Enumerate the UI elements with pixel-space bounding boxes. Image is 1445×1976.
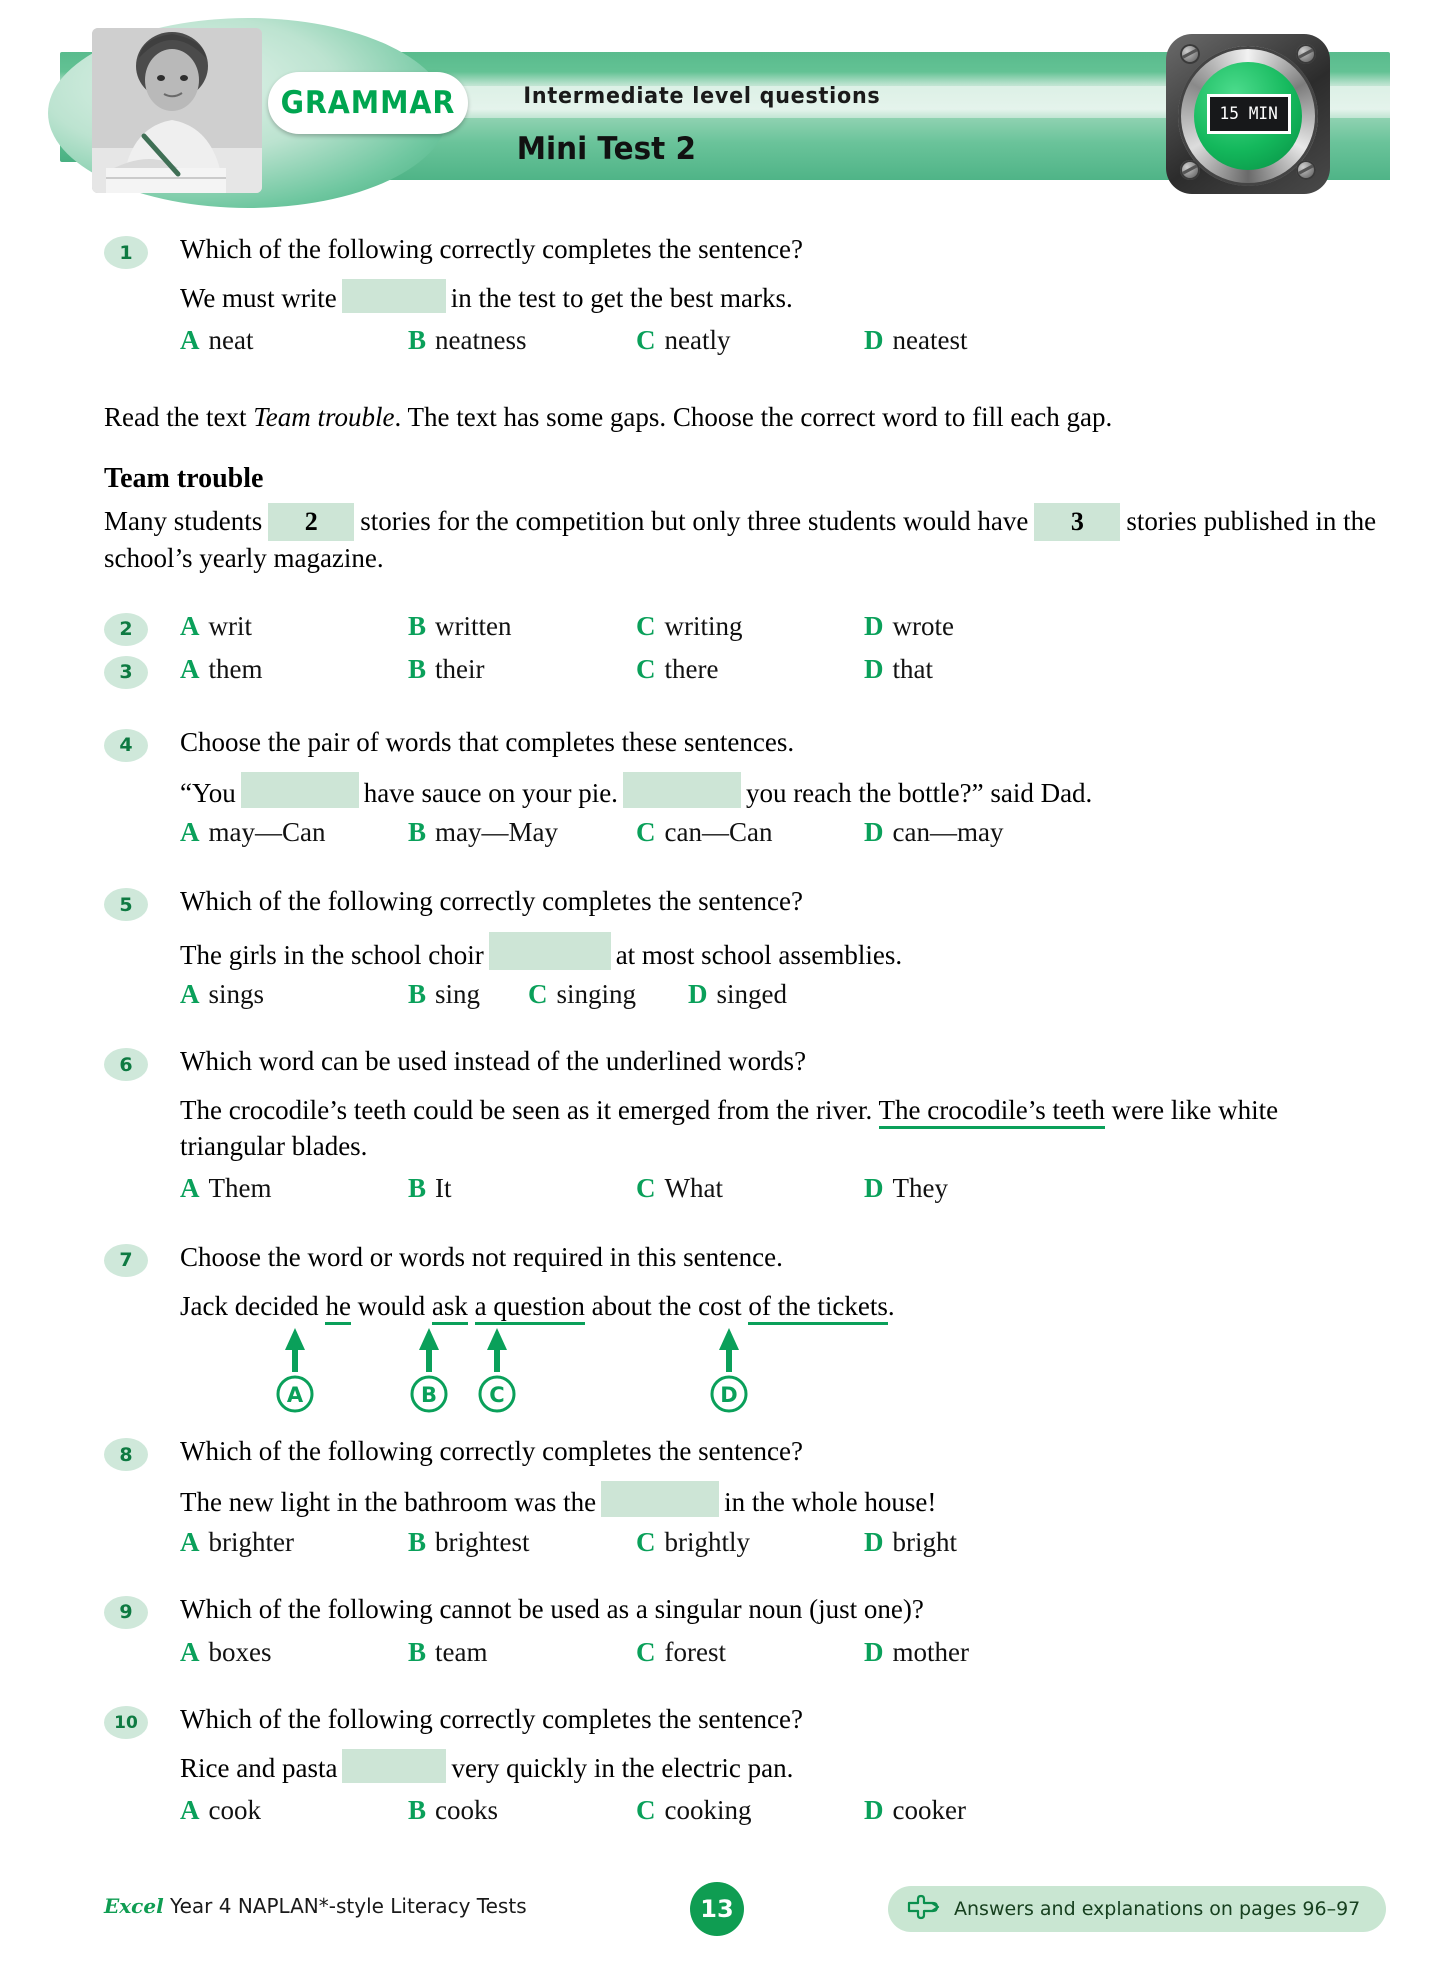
options-row <box>180 979 1405 1010</box>
passage-part-3: stories published in the school’s yearly magazine. <box>104 505 1377 574</box>
option-letter: D <box>864 1526 884 1557</box>
header-subtitle: Intermediate level questions <box>523 84 881 109</box>
option-text: neatly <box>664 324 731 355</box>
marker-b[interactable] <box>406 1324 452 1414</box>
options-row <box>180 1173 1405 1204</box>
question-6 <box>0 1044 1445 1203</box>
question-sentence <box>180 1481 1385 1521</box>
option-b[interactable] <box>408 817 636 848</box>
option-letter: B <box>408 1526 427 1557</box>
option-text: cooks <box>435 1794 499 1825</box>
page-number-badge: 13 <box>690 1882 744 1936</box>
option-c[interactable] <box>528 979 688 1010</box>
option-text: team <box>435 1637 488 1668</box>
series-name: Year 4 NAPLAN*-style Literacy Tests <box>163 1894 527 1918</box>
subject-label: GRAMMAR <box>280 85 456 121</box>
option-c[interactable] <box>636 817 864 848</box>
underlined-option-d: of the tickets <box>748 1291 887 1325</box>
question-prompt: Choose the word or words not required in this sentence. <box>180 1241 783 1272</box>
sentence-part-1: would <box>350 1290 432 1321</box>
option-letter: B <box>408 817 427 848</box>
option-letter: C <box>636 1526 656 1557</box>
question-2 <box>0 611 1445 642</box>
option-text: neat <box>208 324 254 355</box>
question-number-badge: 9 <box>104 1596 148 1629</box>
svg-text:B: B <box>420 1383 438 1408</box>
sentence-part-2 <box>468 1291 475 1321</box>
question-prompt: Which of the following correctly completes the sentence? <box>180 886 804 917</box>
options-row <box>180 1637 1405 1668</box>
option-c[interactable] <box>636 1637 864 1668</box>
question-5 <box>0 884 1445 1010</box>
option-a[interactable] <box>180 1795 408 1826</box>
option-letter: C <box>636 1172 656 1203</box>
options-row <box>180 611 1405 642</box>
question-3 <box>0 654 1445 685</box>
option-a[interactable] <box>180 979 408 1010</box>
option-text: boxes <box>208 1637 272 1668</box>
worksheet-body <box>0 230 1445 1826</box>
sentence-before: The girls in the school choir <box>180 939 484 970</box>
sentence-part-4: . <box>887 1290 895 1321</box>
question-number-badge: 2 <box>104 613 148 646</box>
option-letter: C <box>636 653 656 684</box>
option-b[interactable] <box>408 1637 636 1668</box>
sentence-before: We must write <box>180 283 337 314</box>
option-letter: B <box>408 653 427 684</box>
sentence-part-a: “You <box>180 777 236 808</box>
option-letter: A <box>180 1172 200 1203</box>
option-letter: A <box>180 610 200 641</box>
option-letter: B <box>408 1172 427 1203</box>
option-text: cook <box>208 1794 261 1825</box>
option-text: written <box>435 610 512 641</box>
question-7 <box>0 1240 1445 1421</box>
question-number-badge: 1 <box>104 236 148 269</box>
option-letter: A <box>180 1794 200 1825</box>
question-number-badge: 8 <box>104 1438 148 1471</box>
question-number-badge: 4 <box>104 729 148 762</box>
sentence-after: in the test to get the best marks. <box>450 283 793 314</box>
option-letter: D <box>864 610 884 641</box>
question-prompt: Which of the following correctly completes the sentence? <box>180 234 804 264</box>
screw-icon <box>1296 44 1316 64</box>
option-text: bright <box>892 1526 957 1557</box>
answers-note-text: Answers and explanations on pages 96–97 <box>954 1898 1361 1920</box>
option-c[interactable] <box>636 1173 864 1204</box>
answer-gap[interactable] <box>342 1749 446 1783</box>
option-letter: C <box>636 1794 656 1825</box>
option-letter: D <box>688 979 708 1010</box>
option-text: may—Can <box>208 817 326 848</box>
question-1 <box>0 232 1445 356</box>
sentence-before: Rice and pasta <box>180 1753 338 1784</box>
option-d[interactable] <box>864 817 1092 848</box>
option-text: What <box>664 1172 723 1203</box>
option-text: sing <box>435 979 481 1010</box>
options-row <box>180 654 1405 685</box>
option-text: cooker <box>892 1794 966 1825</box>
option-letter: D <box>864 817 884 848</box>
answer-gap[interactable] <box>623 772 741 808</box>
screw-icon <box>1296 160 1316 180</box>
sentence-part-b: have sauce on your pie. <box>363 777 618 808</box>
instruction-after: . The text has some gaps. Choose the correct word to fill each gap. <box>394 401 1113 432</box>
question-sentence <box>180 772 1385 812</box>
instruction-before: Read the text <box>104 401 254 432</box>
timer-value: 15 MIN <box>1219 104 1279 124</box>
sentence-before: The crocodile’s teeth could be seen as it emerged from the river. <box>180 1095 873 1126</box>
sentence-after: at most school assemblies. <box>615 939 903 970</box>
option-text: Them <box>208 1172 272 1203</box>
question-number-badge: 6 <box>104 1048 148 1081</box>
option-letter: C <box>636 817 656 848</box>
passage-part-2: stories for the competition but only three students would have <box>360 505 1029 536</box>
page-header <box>0 0 1445 230</box>
question-prompt: Which of the following correctly completes the sentence? <box>180 1704 804 1735</box>
passage-part-1: Many students <box>104 505 263 536</box>
option-text: that <box>892 653 933 684</box>
marker-d[interactable] <box>706 1324 752 1414</box>
option-d[interactable] <box>864 611 1092 642</box>
option-c[interactable] <box>636 1795 864 1826</box>
option-d[interactable] <box>864 1173 1092 1204</box>
answer-gap[interactable] <box>601 1481 719 1517</box>
sentence-after: very quickly in the electric pan. <box>451 1753 794 1784</box>
option-letter: B <box>408 610 427 641</box>
option-b[interactable] <box>408 1795 636 1826</box>
option-text: singed <box>716 979 787 1010</box>
option-text: their <box>435 653 485 684</box>
options-row <box>180 325 1405 356</box>
option-text: writ <box>208 610 252 641</box>
option-text: It <box>435 1172 452 1203</box>
option-letter: A <box>180 653 200 684</box>
option-letter: D <box>864 324 884 355</box>
option-b[interactable] <box>408 1527 636 1558</box>
underlined-phrase: The crocodile’s teeth <box>879 1095 1105 1129</box>
sentence-before: The new light in the bathroom was the <box>180 1487 597 1518</box>
answer-gap[interactable] <box>342 279 446 313</box>
question-9 <box>0 1592 1445 1668</box>
option-d[interactable] <box>864 1637 1092 1668</box>
option-text: writing <box>664 610 743 641</box>
options-row <box>180 1527 1405 1558</box>
question-prompt: Choose the pair of words that completes these sentences. <box>180 726 795 757</box>
passage-instruction <box>104 400 1385 435</box>
option-text: can—Can <box>664 817 773 848</box>
question-number-badge: 7 <box>104 1244 148 1277</box>
underlined-option-a: he <box>325 1291 350 1325</box>
sentence-part-0: Jack decided <box>180 1290 326 1321</box>
svg-text:C: C <box>489 1383 505 1408</box>
question-prompt: Which word can be used instead of the underlined words? <box>180 1046 807 1077</box>
page-footer <box>0 1880 1445 1950</box>
instruction-text-title: Team trouble <box>253 401 395 432</box>
option-letter: B <box>408 324 427 355</box>
option-a[interactable] <box>180 1527 408 1558</box>
question-sentence <box>180 932 1385 974</box>
question-sentence <box>180 1289 1385 1325</box>
option-text: neatness <box>435 324 527 355</box>
page-title: Mini Test 2 <box>516 131 696 167</box>
underlined-option-b: ask <box>432 1291 468 1325</box>
option-d[interactable] <box>864 325 1092 356</box>
question-number-badge: 3 <box>104 656 148 689</box>
option-c[interactable] <box>636 325 864 356</box>
option-text: sings <box>208 979 265 1010</box>
option-letter: A <box>180 979 200 1010</box>
option-a[interactable] <box>180 611 408 642</box>
option-text: can—may <box>892 817 1004 848</box>
option-text: wrote <box>892 610 954 641</box>
sentence-part-3: about the cost <box>584 1290 749 1321</box>
passage-text <box>104 503 1385 577</box>
option-letter: C <box>636 324 656 355</box>
answers-note-pill <box>888 1886 1386 1932</box>
option-d[interactable] <box>688 979 787 1010</box>
option-a[interactable] <box>180 325 408 356</box>
option-text: forest <box>664 1637 726 1668</box>
question-number-badge: 10 <box>104 1706 148 1739</box>
marker-c[interactable] <box>474 1324 520 1414</box>
sentence-after: were like white triangular blades. <box>180 1095 1279 1161</box>
option-letter: C <box>636 1637 656 1668</box>
option-text: They <box>892 1172 948 1203</box>
option-letter: B <box>408 1794 427 1825</box>
student-writing-photo <box>92 28 262 193</box>
sentence-part-c: you reach the bottle?” said Dad. <box>745 777 1093 808</box>
screw-icon <box>1180 44 1200 64</box>
question-prompt: Which of the following cannot be used as a singular noun (just one)? <box>180 1593 924 1624</box>
option-b[interactable] <box>408 325 636 356</box>
timer-display <box>1207 94 1291 134</box>
option-letter: A <box>180 324 200 355</box>
question-sentence <box>180 1749 1385 1787</box>
pointing-hand-icon <box>906 1894 940 1925</box>
option-text: brightly <box>664 1526 750 1557</box>
brand-name: Excel <box>104 1894 164 1918</box>
option-letter: C <box>636 610 656 641</box>
option-letter: D <box>864 653 884 684</box>
option-d[interactable] <box>864 654 1092 685</box>
question-10 <box>0 1702 1445 1826</box>
question-sentence <box>180 279 1385 317</box>
option-a[interactable] <box>180 1173 408 1204</box>
option-b[interactable] <box>408 654 636 685</box>
option-text: them <box>208 653 263 684</box>
screw-icon <box>1180 160 1200 180</box>
option-a[interactable] <box>180 817 408 848</box>
option-text: may—May <box>435 817 558 848</box>
option-c[interactable] <box>636 611 864 642</box>
question-number-badge: 5 <box>104 888 148 921</box>
question-prompt: Which of the following correctly completes the sentence? <box>180 1436 804 1467</box>
option-b[interactable] <box>408 611 636 642</box>
question-sentence <box>180 1093 1385 1164</box>
option-b[interactable] <box>408 1173 636 1204</box>
option-b[interactable] <box>408 979 528 1010</box>
option-letter: A <box>180 1526 200 1557</box>
option-text: mother <box>892 1637 969 1668</box>
option-letter: A <box>180 817 200 848</box>
numbered-gap-2[interactable]: 2 <box>268 503 354 541</box>
options-row <box>180 1795 1405 1826</box>
marker-a[interactable] <box>272 1324 318 1414</box>
option-d[interactable] <box>864 1527 1092 1558</box>
option-text: brighter <box>208 1526 294 1557</box>
option-text: cooking <box>664 1794 752 1825</box>
option-letter: D <box>864 1794 884 1825</box>
svg-text:D: D <box>720 1383 738 1408</box>
passage-title: Team trouble <box>104 462 264 494</box>
option-text: neatest <box>892 324 968 355</box>
answer-gap[interactable] <box>241 772 359 808</box>
question-8 <box>0 1434 1445 1558</box>
timer-icon <box>1158 32 1338 197</box>
option-letter: B <box>408 979 427 1010</box>
option-letter: C <box>528 979 548 1010</box>
sentence-after: in the whole house! <box>724 1487 937 1518</box>
options-row <box>180 817 1405 848</box>
answer-markers-row <box>180 1324 1445 1420</box>
underlined-option-c: a question <box>475 1291 585 1325</box>
option-letter: D <box>864 1172 884 1203</box>
option-text: there <box>664 653 719 684</box>
option-text: singing <box>556 979 637 1010</box>
footer-series-label <box>104 1894 527 1918</box>
option-a[interactable] <box>180 654 408 685</box>
numbered-gap-3[interactable]: 3 <box>1034 503 1120 541</box>
option-letter: D <box>864 1637 884 1668</box>
answer-gap[interactable] <box>489 932 611 970</box>
question-4 <box>0 725 1445 849</box>
option-letter: B <box>408 1637 427 1668</box>
option-c[interactable] <box>636 654 864 685</box>
option-a[interactable] <box>180 1637 408 1668</box>
option-c[interactable] <box>636 1527 864 1558</box>
svg-text:A: A <box>286 1383 304 1408</box>
option-text: brightest <box>435 1526 530 1557</box>
option-d[interactable] <box>864 1795 1092 1826</box>
subject-badge <box>268 72 468 134</box>
option-letter: A <box>180 1637 200 1668</box>
